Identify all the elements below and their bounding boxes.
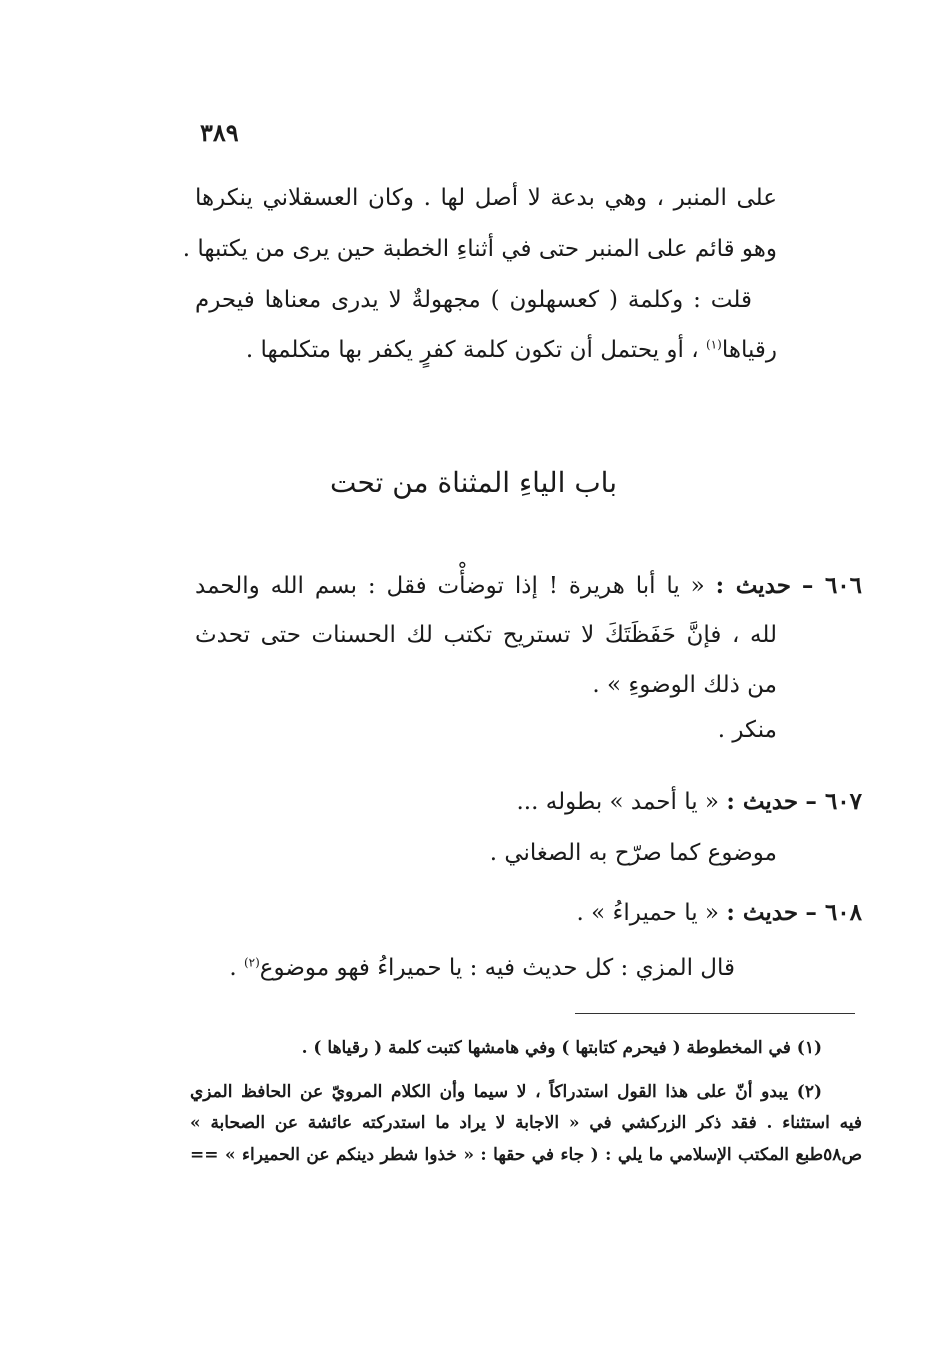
hadith-607-verdict: موضوع كما صرّح به الصغاني . <box>489 840 777 866</box>
page-number: ٣٨٩ <box>200 118 239 147</box>
intro-line-4 <box>246 337 777 365</box>
hadith-keyword: حديث : <box>726 899 799 926</box>
hadith-keyword: حديث : <box>726 788 799 815</box>
hadith-number: ٦٠٨ – <box>805 899 862 926</box>
intro-line-1: على المنبر ، وهي بدعة لا أصل لها . وكان العسقلاني ينكرها <box>195 185 777 211</box>
hadith-number: ٦٠٦ – <box>801 572 862 599</box>
hadith-606-verdict: منكر . <box>717 717 777 743</box>
hadith-608-verdict <box>229 955 735 983</box>
hadith-606-line-3: من ذلك الوضوءِ » . <box>592 672 777 698</box>
hadith-606-line-2: لله ، فإنَّ حَفَظَتَكَ لا تستريح تكتب لك الحسنات حتى تحدث <box>195 622 777 648</box>
footnote-1: (١) في المخطوطة ( فيحرم كتابتها ) وفي هامشها كتبت كلمة ( رقياها ) . <box>301 1038 822 1058</box>
hadith-608-line-1 <box>577 899 862 928</box>
hadith-text: « يا حميراءُ » . <box>576 900 720 926</box>
intro-line-2: وهو قائم على المنبر حتى في أثناءِ الخطبة حين يرى من يكتبها . <box>182 236 777 262</box>
footnote-ref-1[interactable]: (١) <box>705 337 722 352</box>
footnote-divider <box>575 1013 855 1014</box>
hadith-606-line-1 <box>195 572 862 601</box>
hadith-607-line-1 <box>517 788 863 817</box>
hadith-keyword: حديث : <box>715 572 791 599</box>
intro-line-4a: رقياها <box>721 337 777 363</box>
intro-line-3: قلت : وكلمة ( كعسهلون ) مجهولةٌ لا يدرى معناها فيحرم <box>195 287 752 313</box>
chapter-heading: باب الياءِ المثناة من تحت <box>329 466 617 499</box>
hadith-text: « يا أحمد » بطوله ... <box>516 789 720 815</box>
footnote-2-line-1: (٢) يبدو أنّ على هذا القول استدراكاً ، لا سيما وأن الكلام المرويّ عن الحافظ المزي <box>190 1082 822 1102</box>
footnote-ref-2[interactable]: (٢) <box>243 955 260 970</box>
hadith-text: « يا أبا هريرة ! إذا توضأْت فقل : بسم الله والحمد <box>195 573 705 599</box>
verdict-end: . <box>229 955 244 981</box>
verdict-text: قال المزي : كل حديث فيه : يا حميراءُ فهو موضوع <box>259 955 735 981</box>
hadith-number: ٦٠٧ – <box>805 788 862 815</box>
footnote-2-line-3: ص٥٨طبع المكتب الإسلامي ما يلي : ( جاء في حقها : « خذوا شطر دينكم عن الحميراء » == <box>190 1145 862 1165</box>
footnote-2-line-2: فيه استثناء . فقد ذكر الزركشي في « الاجابة لا يراد ما استدركته عائشة عن الصحابة » <box>190 1113 862 1133</box>
intro-line-4b: ، أو يحتمل أن تكون كلمة كفرٍ يكفر بها متكلمها . <box>245 337 706 363</box>
